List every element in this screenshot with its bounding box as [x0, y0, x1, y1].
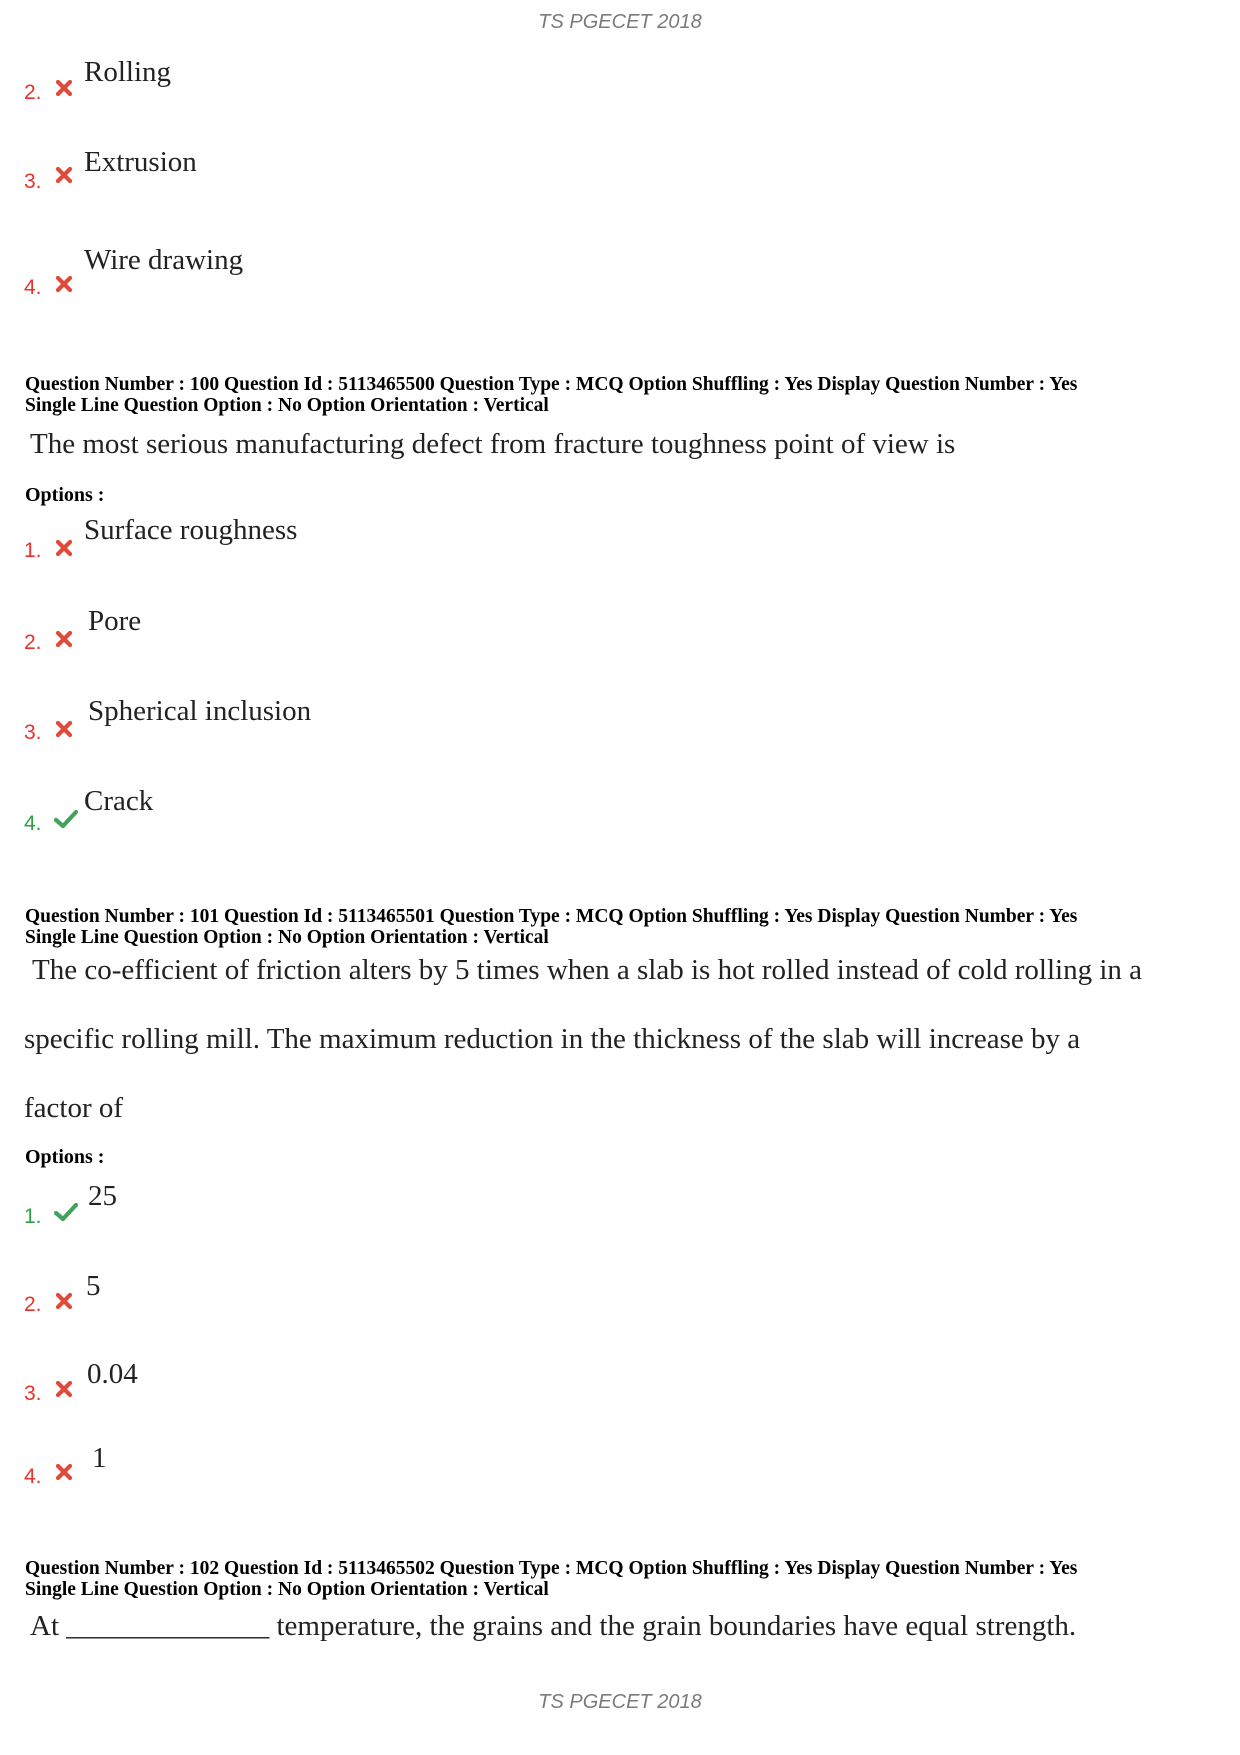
options-label: Options :	[25, 484, 105, 506]
cross-icon	[54, 1379, 74, 1399]
question-text-line: specific rolling mill. The maximum reduction in the thickness of the slab will increase by a	[24, 1023, 1081, 1055]
option-text: 5	[86, 1270, 101, 1302]
question-text-line: factor of	[24, 1092, 124, 1124]
cross-icon	[54, 1462, 74, 1482]
option-text: Extrusion	[84, 146, 197, 178]
option-text: Surface roughness	[84, 514, 298, 546]
question-meta-line: Single Line Question Option : No Option Orientation : Vertical	[25, 927, 549, 948]
question-meta-line: Question Number : 100 Question Id : 5113465500 Question Type : MCQ Option Shuffling : Yes Display Question Number : Yes	[25, 374, 1078, 395]
cross-icon	[54, 629, 74, 649]
options-label: Options :	[25, 1146, 105, 1168]
page-header: TS PGECET 2018	[538, 11, 702, 33]
option-text: 0.04	[87, 1358, 138, 1390]
question-meta-line: Single Line Question Option : No Option Orientation : Vertical	[25, 1579, 549, 1600]
question-text: The most serious manufacturing defect from fracture toughness point of view is	[30, 428, 956, 460]
cross-icon	[54, 538, 74, 558]
cross-icon	[54, 274, 74, 294]
option-number: 1.	[24, 539, 42, 562]
option-text: 25	[88, 1180, 117, 1212]
option-number: 3.	[24, 721, 42, 744]
option-number: 4.	[24, 1465, 42, 1488]
option-number: 4.	[24, 276, 42, 299]
check-icon	[54, 1202, 78, 1222]
question-meta-line: Question Number : 102 Question Id : 5113465502 Question Type : MCQ Option Shuffling : Yes Display Question Number : Yes	[25, 1558, 1078, 1579]
question-meta	[25, 374, 1225, 416]
option-number: 2.	[24, 631, 42, 654]
option-text: Rolling	[84, 56, 172, 88]
option-text: Crack	[84, 785, 154, 817]
question-meta	[25, 1558, 1225, 1600]
question-text-line: The co-efficient of friction alters by 5 times when a slab is hot rolled instead of cold rolling in a	[32, 954, 1143, 986]
option-number: 3.	[24, 1382, 42, 1405]
check-icon	[54, 809, 78, 829]
option-text: Pore	[88, 605, 142, 637]
option-text: Wire drawing	[84, 244, 244, 276]
cross-icon	[54, 78, 74, 98]
option-number: 1.	[24, 1205, 42, 1228]
question-text: At ______________ temperature, the grains and the grain boundaries have equal strength.	[30, 1610, 1077, 1642]
option-number: 2.	[24, 81, 42, 104]
option-text: Spherical inclusion	[88, 695, 312, 727]
option-number: 3.	[24, 170, 42, 193]
option-number: 2.	[24, 1293, 42, 1316]
question-meta	[25, 906, 1225, 948]
cross-icon	[54, 719, 74, 739]
page-footer: TS PGECET 2018	[538, 1691, 702, 1713]
option-number: 4.	[24, 812, 42, 835]
cross-icon	[54, 165, 74, 185]
cross-icon	[54, 1291, 74, 1311]
question-meta-line: Single Line Question Option : No Option Orientation : Vertical	[25, 395, 549, 416]
question-meta-line: Question Number : 101 Question Id : 5113465501 Question Type : MCQ Option Shuffling : Yes Display Question Number : Yes	[25, 906, 1078, 927]
option-text: 1	[92, 1442, 107, 1474]
